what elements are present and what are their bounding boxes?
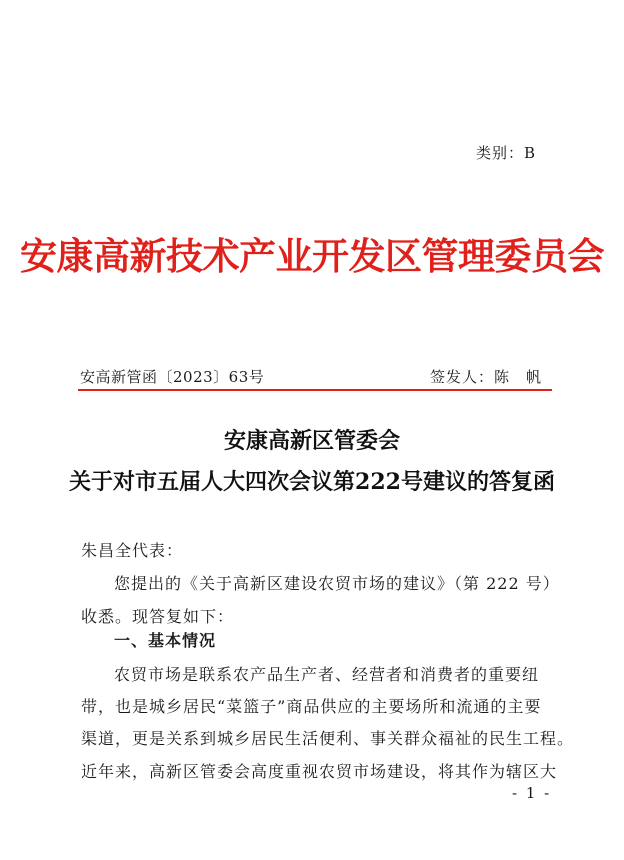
document-title-line-2: 关于对市五届人大四次会议第222号建议的答复函	[69, 469, 555, 495]
organization-title: 安康高新技术产业开发区管理委员会	[20, 234, 604, 278]
document-category: 类别：B	[476, 144, 537, 162]
document-title-line-1: 安康高新区管委会	[223, 428, 400, 454]
document-number: 安高新管函〔2023〕63号	[80, 368, 265, 386]
section-heading: 一、基本情况	[114, 631, 217, 650]
red-divider-line	[78, 389, 552, 391]
paragraph-line: 您提出的《关于高新区建设农贸市场的建议》（第 222 号）	[114, 574, 560, 593]
paragraph-line: 渠道，更是关系到城乡居民生活便利、事关群众福祉的民生工程。	[81, 729, 575, 748]
paragraph-line: 收悉。现答复如下：	[81, 607, 235, 626]
paragraph-line: 近年来，高新区管委会高度重视农贸市场建设，将其作为辖区大	[81, 762, 558, 781]
paragraph-line: 带，也是城乡居民“菜篮子”商品供应的主要场所和流通的主要	[81, 697, 542, 716]
signer: 签发人：陈 帆	[430, 368, 543, 386]
page-number: - 1 -	[512, 784, 552, 802]
paragraph-line: 农贸市场是联系农产品生产者、经营者和消费者的重要纽	[114, 665, 540, 684]
salutation: 朱昌全代表：	[81, 541, 184, 560]
